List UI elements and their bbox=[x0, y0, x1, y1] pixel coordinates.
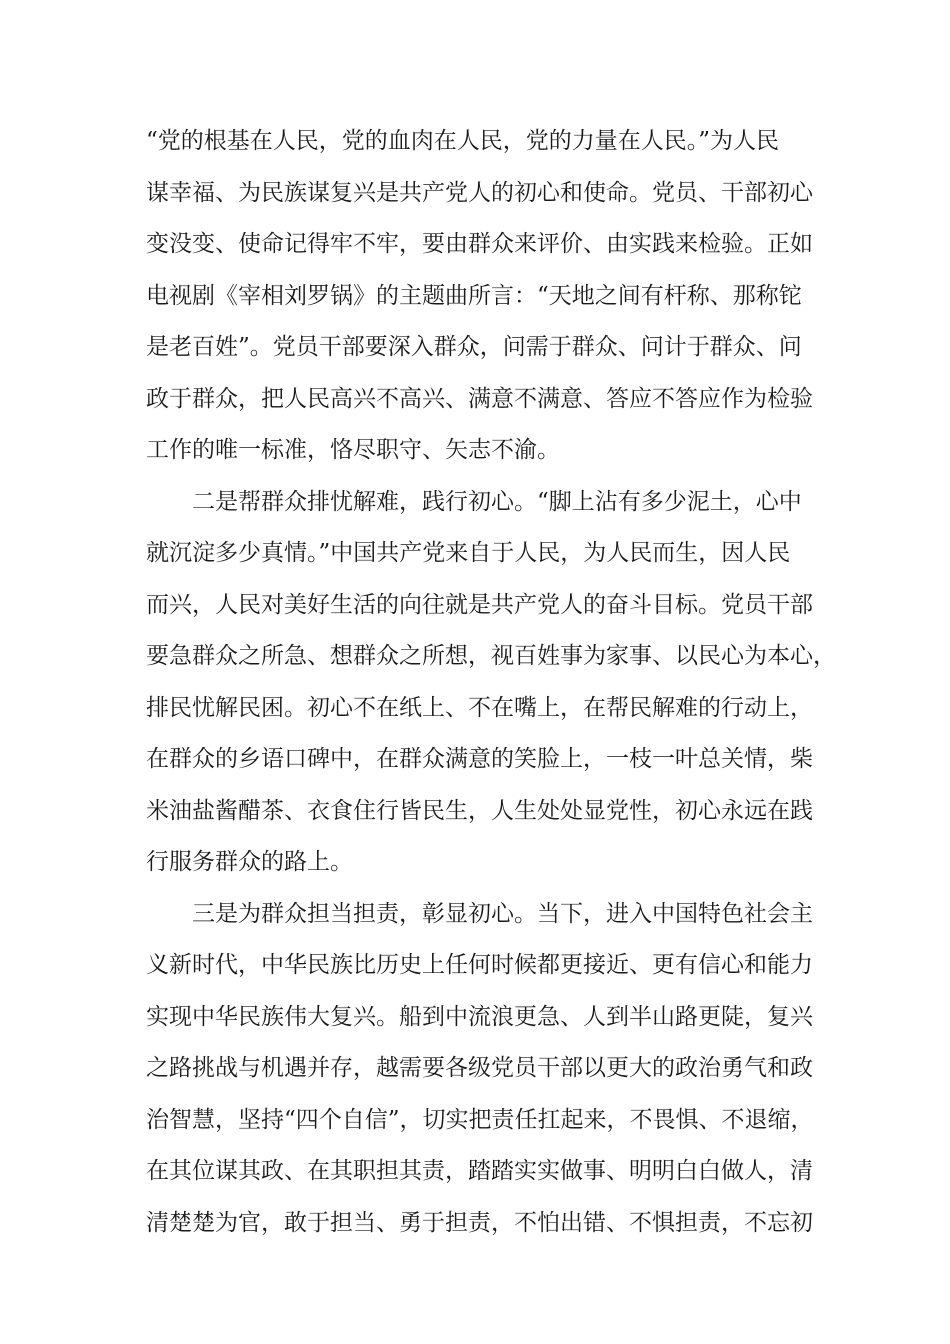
text-line: 行服务群众的路上。 bbox=[146, 849, 353, 875]
text-line: 变没变、使命记得牢不牢，要由群众来评价、由实践来检验。正如 bbox=[146, 231, 813, 257]
text-line: 三是为群众担当担责，彰显初心。当下，进入中国特色社会主 bbox=[192, 900, 813, 927]
text-line: 电视剧《宰相刘罗锅》的主题曲所言：“天地之间有杆称、那称铊 bbox=[146, 282, 802, 309]
text-line: 义新时代，中华民族比历史上任何时候都更接近、更有信心和能力 bbox=[146, 952, 813, 978]
text-line: 是老百姓”。党员干部要深入群众，问需于群众、问计于群众、问 bbox=[146, 334, 802, 360]
text-line: 就沉淀多少真情。”中国共产党来自于人民，为人民而生，因人民 bbox=[146, 540, 791, 566]
text-line: “党的根基在人民，党的血肉在人民，党的力量在人民。”为人民 bbox=[146, 128, 780, 154]
text-line: 在其位谋其政、在其职担其责，踏踏实实做事、明明白白做人，清 bbox=[146, 1158, 813, 1184]
document-body bbox=[146, 116, 836, 1249]
paragraph-1 bbox=[146, 116, 826, 477]
text-line: 要急群众之所急、想群众之所想，视百姓事为家事、以民心为本心， bbox=[146, 643, 836, 669]
paragraph-2 bbox=[146, 477, 836, 889]
text-line: 米油盐酱醋茶、衣食住行皆民生，人生处处显党性，初心永远在践 bbox=[146, 797, 813, 824]
text-line: 清楚楚为官，敢于担当、勇于担责，不怕出错、不惧担责，不忘初 bbox=[146, 1209, 813, 1236]
text-line: 排民忧解民困。初心不在纸上、不在嘴上，在帮民解难的行动上， bbox=[146, 694, 813, 721]
text-line: 政于群众，把人民高兴不高兴、满意不满意、答应不答应作为检验 bbox=[146, 385, 813, 412]
text-line: 在群众的乡语口碑中，在群众满意的笑脸上，一枝一叶总关情，柴 bbox=[146, 746, 813, 772]
text-line: 而兴，人民对美好生活的向往就是共产党人的奋斗目标。党员干部 bbox=[146, 591, 813, 618]
paragraph-3 bbox=[146, 889, 826, 1250]
text-line: 之路挑战与机遇并存，越需要各级党员干部以更大的政治勇气和政 bbox=[146, 1055, 813, 1081]
text-line: 实现中华民族伟大复兴。船到中流浪更急、人到半山路更陡，复兴 bbox=[146, 1003, 813, 1030]
text-line: 治智慧，坚持“四个自信”，切实把责任扛起来，不畏惧、不退缩， bbox=[146, 1106, 814, 1133]
text-line: 谋幸福、为民族谋复兴是共产党人的初心和使命。党员、干部初心 bbox=[146, 179, 813, 206]
text-line: 工作的唯一标准，恪尽职守、矢志不渝。 bbox=[146, 437, 560, 463]
text-line: 二是帮群众排忧解难，践行初心。“脚上沾有多少泥土，心中 bbox=[192, 488, 802, 515]
